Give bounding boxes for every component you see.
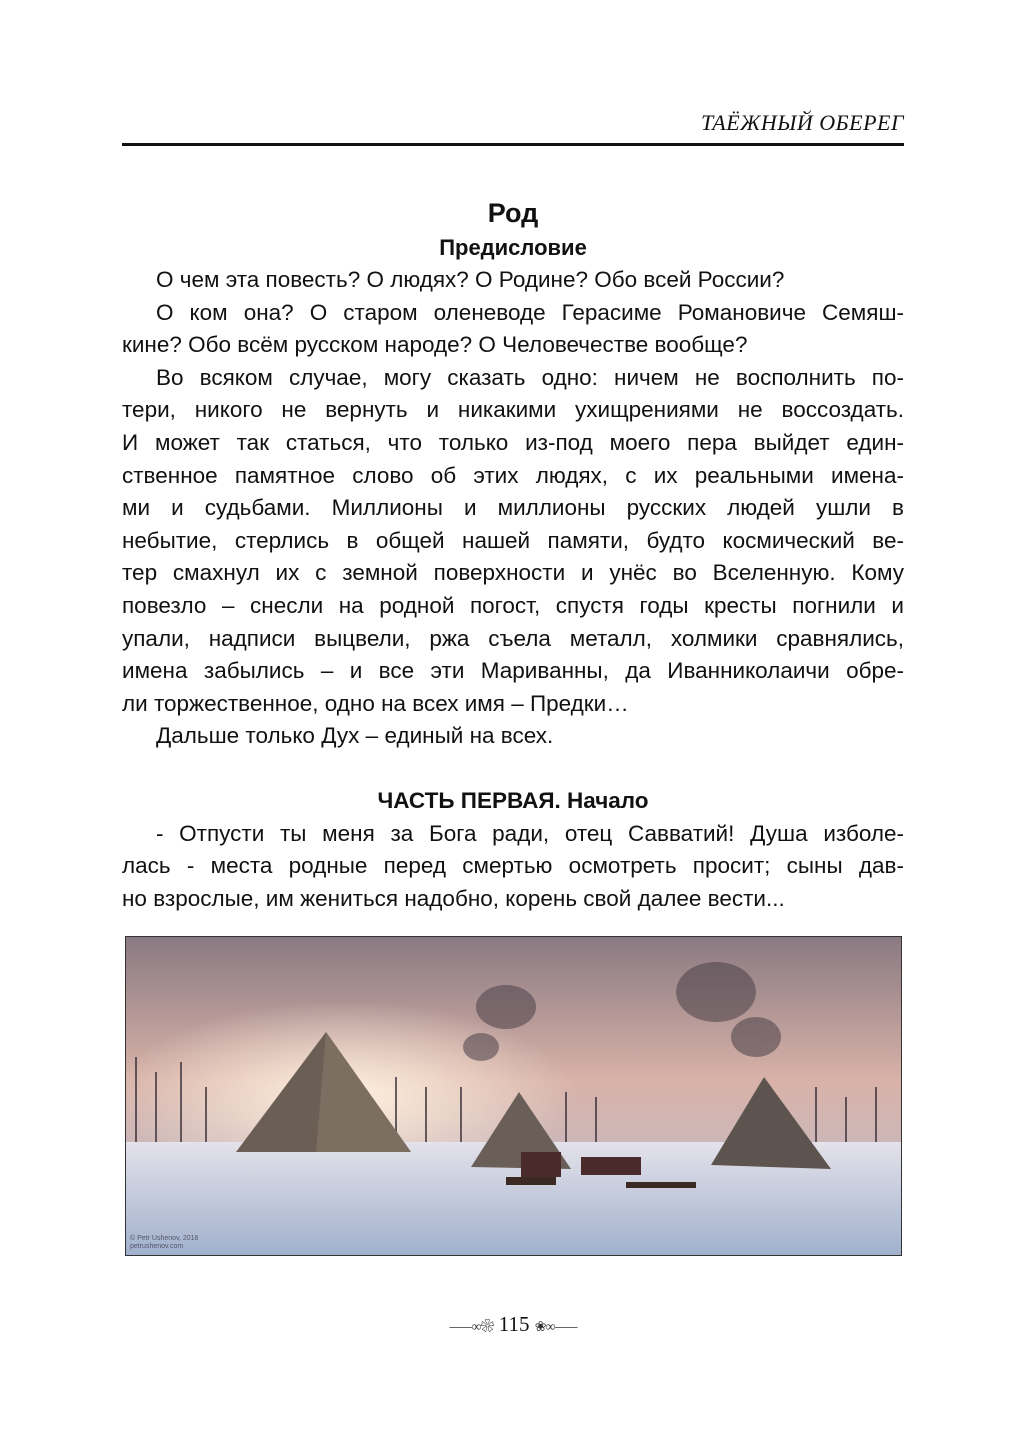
text-line: но взрослые, им жениться надобно, корень свой далее вести... bbox=[122, 885, 785, 911]
chum-camp-photo bbox=[125, 936, 902, 1256]
photo-credit-line: © Petr Ushenov, 2016 bbox=[130, 1235, 199, 1242]
text-line: небытие, стерлись в общей нашей памяти, будто космический ве- bbox=[122, 527, 904, 553]
text-line: Во всяком случае, могу сказать одно: ничем не восполнить по- bbox=[156, 364, 904, 390]
chapter-subtitle: Предисловие bbox=[439, 235, 587, 260]
page-number: 115 bbox=[498, 1312, 530, 1336]
text-line: имена забылись – и все эти Мариванны, да Иванниколаичи обре- bbox=[122, 658, 904, 684]
text-line: ми и судьбами. Миллионы и миллионы русских людей ушли в bbox=[122, 495, 904, 521]
text-line: упали, надписи выцвели, ржа съела металл, холмики сравнялись, bbox=[122, 625, 904, 651]
text-line: тери, никого не вернуть и никакими ухищрениями не воссоздать. bbox=[122, 397, 904, 423]
text-line: О ком она? О старом оленеводе Герасиме Романовиче Семяш- bbox=[156, 299, 904, 325]
ornament-right-icon: ❀∞⸺ bbox=[534, 1320, 578, 1336]
text-line: - Отпусти ты меня за Бога ради, отец Савватий! Душа изболе- bbox=[156, 820, 904, 846]
text-line: повезло – снесли на родной погост, спустя годы кресты погнили и bbox=[122, 592, 904, 618]
text-line: тер смахнул их с земной поверхности и унёс во Вселенную. Кому bbox=[122, 560, 904, 586]
header-rule bbox=[122, 143, 904, 146]
text-line: лась - места родные перед смертью осмотреть просит; сыны дав- bbox=[122, 853, 904, 879]
photo-credit bbox=[130, 1235, 198, 1251]
part-heading: ЧАСТЬ ПЕРВАЯ. Начало bbox=[377, 787, 649, 813]
text-line: кине? Обо всём русском народе? О Человечестве вообще? bbox=[122, 332, 748, 358]
text-line: О чем эта повесть? О людях? О Родине? Обо всей России? bbox=[156, 267, 785, 292]
photo-credit-line: petrushenov.com bbox=[130, 1243, 184, 1250]
text-line: И может так статься, что только из-под моего пера выйдет един- bbox=[122, 429, 904, 455]
text-line: ственное памятное слово об этих людях, с их реальными имена- bbox=[122, 462, 904, 488]
page-footer bbox=[0, 1312, 1026, 1337]
chapter-title: Род bbox=[487, 198, 539, 228]
running-title: ТАЁЖНЫЙ ОБЕРЕГ bbox=[700, 110, 904, 135]
body-text bbox=[122, 264, 904, 915]
text-line: Дальше только Дух – единый на всех. bbox=[156, 723, 554, 749]
text-line: ли торжественное, одно на всех имя – Предки… bbox=[122, 690, 629, 716]
ornament-left-icon: ⸺∞❀ bbox=[448, 1320, 494, 1336]
